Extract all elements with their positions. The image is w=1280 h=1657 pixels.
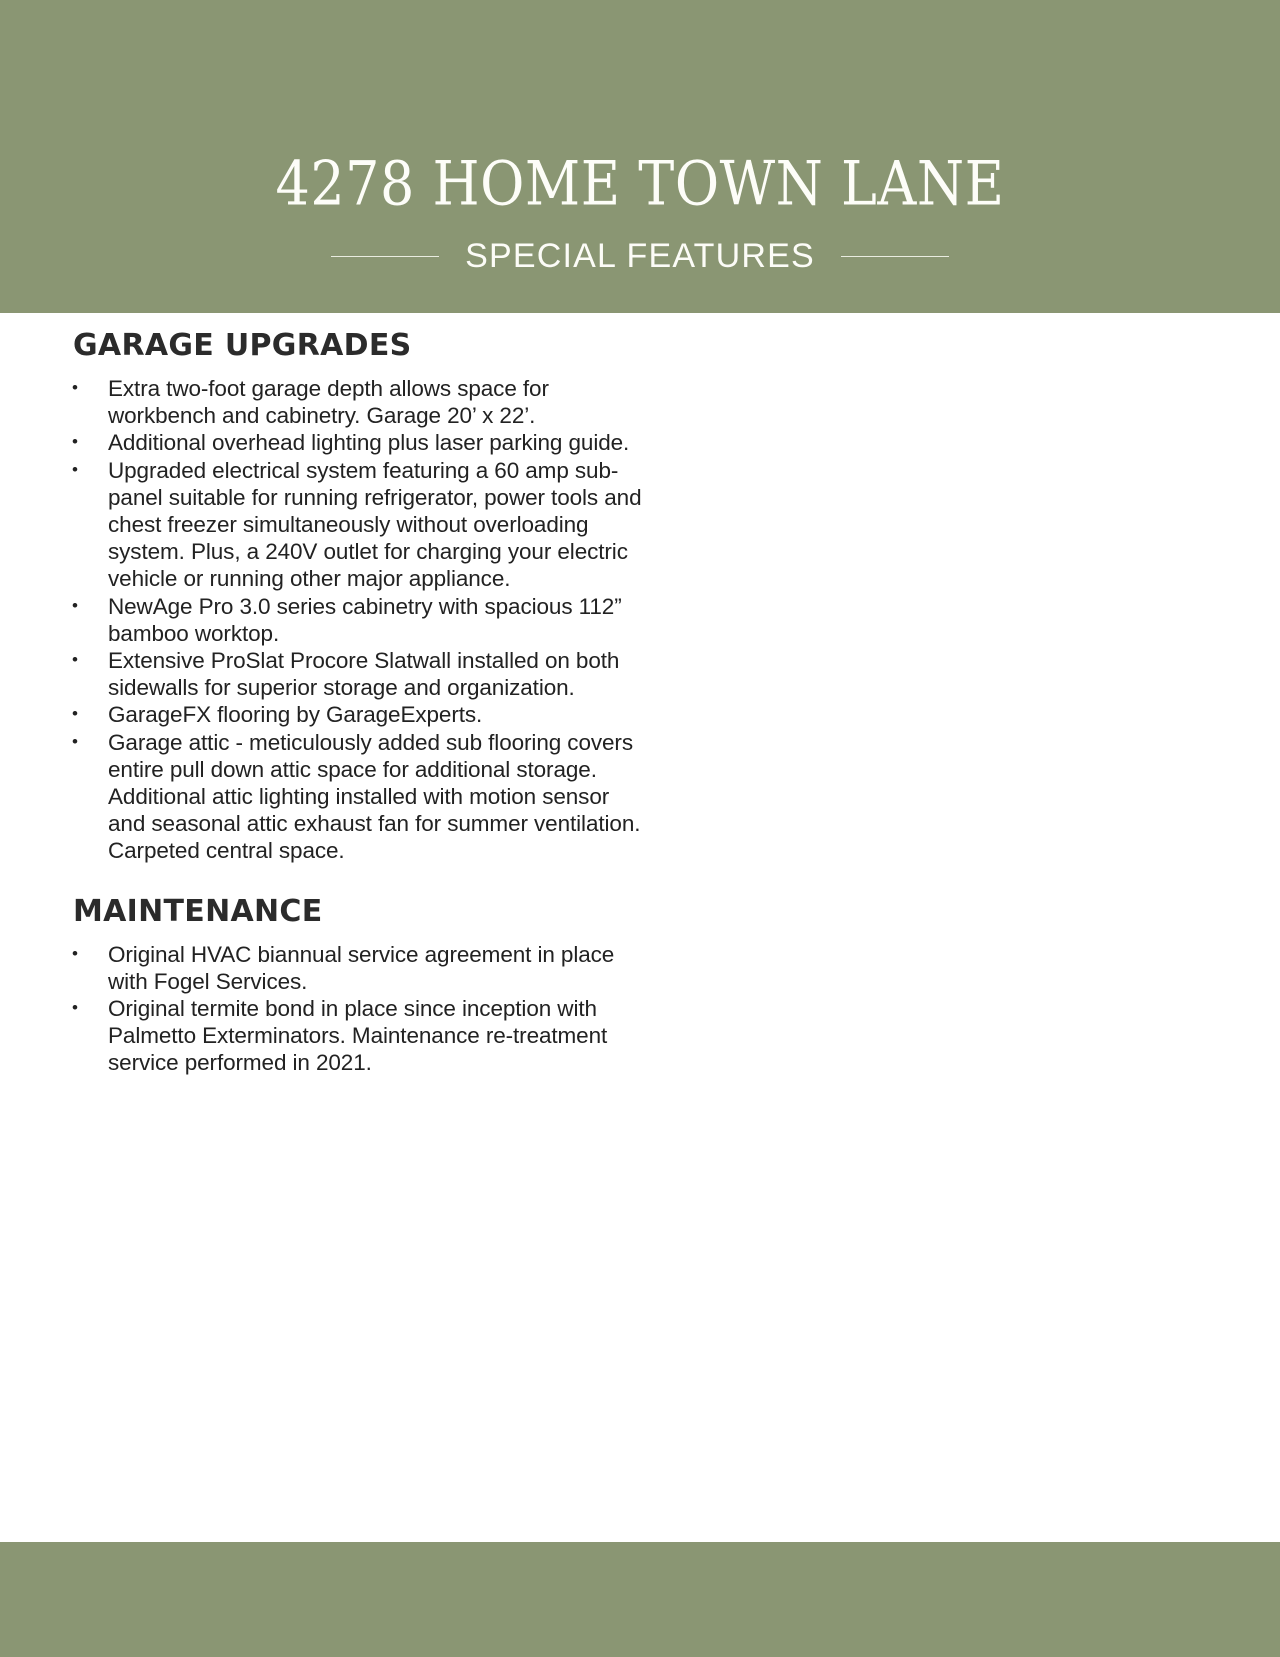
page-subtitle: SPECIAL FEATURES <box>465 237 815 275</box>
section-heading-garage-upgrades: GARAGE UPGRADES <box>73 328 412 363</box>
list-item: • Original termite bond in place since inception with Palmetto Exterminators. Maintenance re-treatment service performed in 2021. <box>108 995 648 1077</box>
document-body <box>0 313 1280 1077</box>
garage-upgrades-list <box>0 375 1280 865</box>
page-footer-band <box>0 1542 1280 1657</box>
section-maintenance <box>0 865 1280 1077</box>
page-header-band <box>0 0 1280 313</box>
list-item: • Extensive ProSlat Procore Slatwall installed on both sidewalls for superior storage and organization. <box>108 647 648 701</box>
list-item: • Upgraded electrical system featuring a 60 amp sub-panel suitable for running refrigerator, power tools and chest freezer simultaneously without overloading system. Plus, a 240V outlet for charging your electric vehicle or running other major appliance. <box>108 457 648 593</box>
section-heading-maintenance: MAINTENANCE <box>73 893 323 929</box>
list-item: • NewAge Pro 3.0 series cabinetry with spacious 112” bamboo worktop. <box>108 593 648 647</box>
list-item: • Extra two-foot garage depth allows space for workbench and cabinetry. Garage 20’ x 22’. <box>108 375 648 429</box>
decorative-rule-right <box>841 256 949 257</box>
decorative-rule-left <box>331 256 439 257</box>
section-garage-upgrades <box>0 313 1280 865</box>
list-item: • Original HVAC biannual service agreement in place with Fogel Services. <box>108 941 648 995</box>
list-item: • Garage attic - meticulously added sub flooring covers entire pull down attic space for additional storage. Additional attic lighting installed with motion sensor and seasonal attic exhaust fan for summer ventilation. Carpeted central space. <box>108 729 648 865</box>
subtitle-row <box>331 238 949 274</box>
maintenance-list <box>0 941 1280 1077</box>
page-title: 4278 HOME TOWN LANE <box>275 148 1005 220</box>
list-item: • Additional overhead lighting plus laser parking guide. <box>108 429 648 456</box>
list-item: • GarageFX flooring by GarageExperts. <box>108 701 648 728</box>
